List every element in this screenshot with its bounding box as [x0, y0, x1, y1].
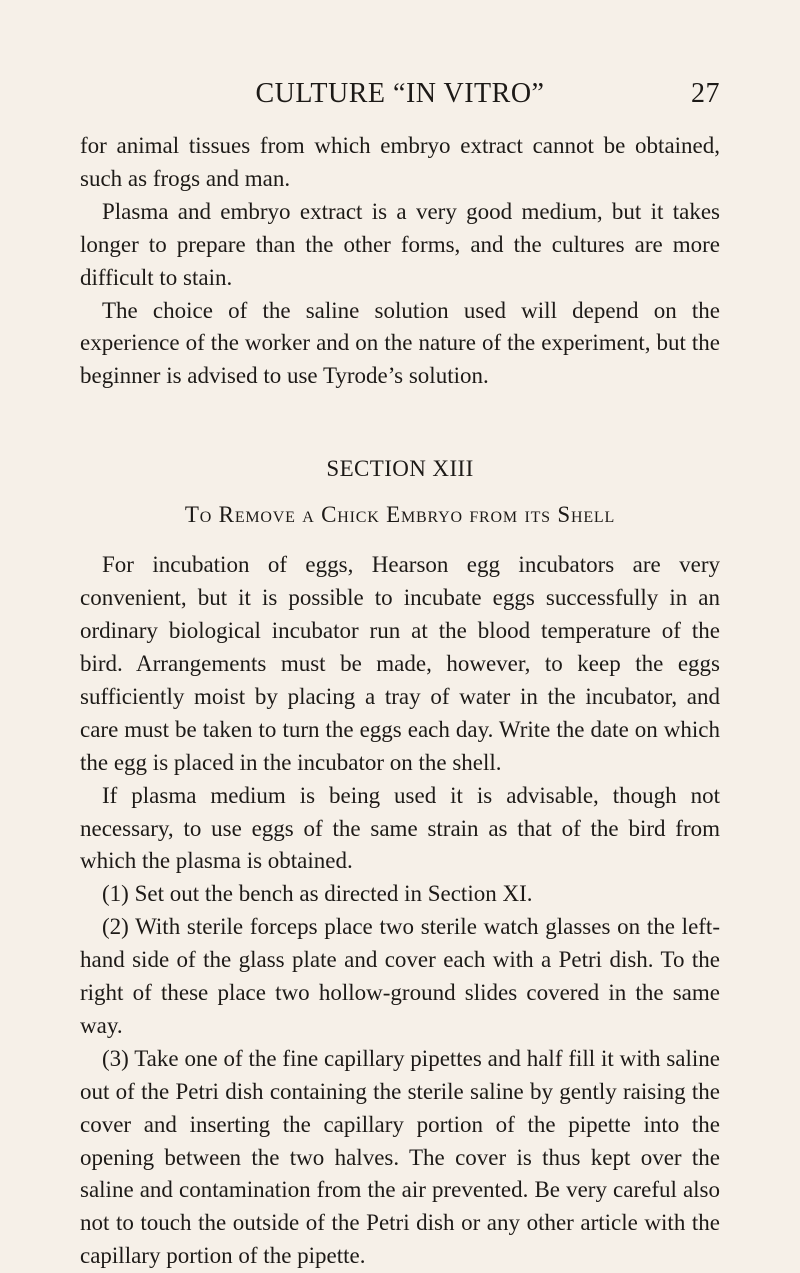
page-number: 27 — [691, 78, 720, 109]
section-subtitle: To Remove a Chick Embryo from its Shell — [184, 502, 616, 528]
paragraph: Plasma and embryo extract is a very good medium, but it takes longer to prepare than the other forms, and the cultures are more difficult to stain. — [80, 198, 720, 290]
paragraph: If plasma medium is being used it is advisable, though not necessary, to use eggs of the same strain as that of the bird from which the plasma is obtained. — [80, 782, 720, 874]
list-item: (1) Set out the bench as directed in Section XI. — [102, 881, 533, 907]
section-heading: SECTION XIII — [326, 456, 474, 482]
intro-text — [80, 130, 720, 393]
section-text — [80, 549, 720, 1273]
list-item: (2) With sterile forceps place two sterile watch glasses on the left-hand side of the glass plate and cover each with a Petri dish. To the right of these place two hollow-ground slides covered in the same way. — [80, 914, 720, 1038]
running-head-title: CULTURE “IN VITRO” — [255, 78, 545, 109]
paragraph: For incubation of eggs, Hearson egg incubators are very convenient, but it is possible to incubate eggs successfully in an ordinary biological incubator run at the blood temperature of the bird. Arrangements must be made, however, to keep the eggs sufficiently moist by placing a tray of water in the incubator, and care must be taken to turn the eggs each day. Write the date on which the egg is placed in the incubator on the shell. — [80, 552, 720, 775]
running-head — [80, 78, 720, 118]
paragraph: for animal tissues from which embryo extract cannot be obtained, such as frogs and man. — [80, 133, 720, 191]
list-item: (3) Take one of the fine capillary pipettes and half fill it with saline out of the Petri dish containing the sterile saline by gently raising the cover and inserting the capillary portion of the pipette into the opening between the two halves. The cover is thus kept over the saline and contamination from the air prevented. Be very careful also not to touch the outside of the Petri dish or any other article with the capillary portion of the pipette. — [80, 1045, 720, 1269]
paragraph: The choice of the saline solution used will depend on the experience of the worker and on the nature of the experiment, but the beginner is advised to use Tyrode’s solution. — [80, 297, 720, 389]
book-page — [80, 78, 720, 1273]
